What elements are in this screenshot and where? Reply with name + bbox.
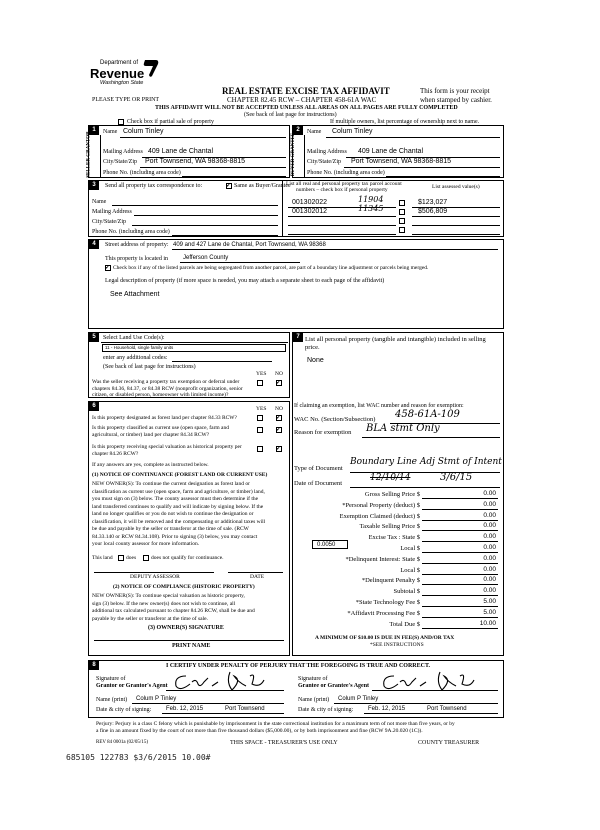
please-type-label: PLEASE TYPE OR PRINT bbox=[92, 97, 160, 103]
form-warning: THIS AFFIDAVIT WILL NOT BE ACCEPTED UNLESS ALL AREAS ON ALL PAGES ARE FULLY COMPLETED bbox=[155, 105, 458, 111]
gross-selling-price-label: Gross Selling Price $ bbox=[364, 491, 420, 498]
corr-mailing-label: Mailing Address bbox=[92, 209, 132, 215]
seller-name[interactable]: Colum Tinley bbox=[123, 128, 164, 135]
revision-code: REV 84 0001a (02/05/15) bbox=[96, 740, 148, 745]
section-4-property bbox=[88, 239, 504, 329]
forest-no-checkbox[interactable]: ✓ bbox=[276, 415, 282, 421]
segregated-label: Check box if any of the listed parcels are being segregated from another parcel, are part of a boundary line adjustment or parcels being merged. bbox=[113, 265, 429, 271]
delinquent-interest-state-value[interactable]: 0.00 bbox=[483, 554, 496, 562]
logo-wa-state: Washington State bbox=[100, 80, 144, 86]
buyer-city-label: City/State/Zip bbox=[307, 159, 341, 165]
grantor-sig-label-1: Signature of bbox=[96, 676, 126, 682]
section-3-number: 3 bbox=[89, 181, 99, 190]
exemption-no-checkbox[interactable]: ✓ bbox=[276, 380, 282, 386]
grantee-name[interactable]: Colum P Tinley bbox=[338, 696, 379, 702]
segregated-checkbox[interactable]: ✓ bbox=[105, 265, 111, 271]
land-use-select[interactable] bbox=[102, 344, 286, 352]
minimum-fee-note: A MINIMUM OF $10.00 IS DUE IN FEE(S) AND/OR TAX bbox=[315, 635, 455, 641]
land-use-see-back: (See back of last page for instructions) bbox=[103, 364, 196, 370]
doc-date-label: Date of Document bbox=[294, 480, 343, 487]
reason-label: Reason for exemption bbox=[294, 429, 352, 436]
exemption-claim-label: If claiming an exemption, list WAC number and reason for exemption: bbox=[294, 403, 464, 409]
delinquent-penalty-label: *Delinquent Penalty $ bbox=[361, 577, 420, 585]
current-use-question: Is this property classified as current use (open space, farm and agricultural, or timber) land per chapter 84.34 RCW? bbox=[92, 425, 229, 438]
parcel-number[interactable]: 001302012 bbox=[292, 208, 328, 215]
exemption-claimed-value[interactable]: 0.00 bbox=[483, 511, 496, 519]
grantee-sig-label-2: Grantee or Grantee's Agent bbox=[298, 683, 370, 689]
buyer-mailing[interactable]: 409 Lane de Chantal bbox=[358, 148, 423, 155]
grantee-name-label: Name (print) bbox=[298, 697, 330, 703]
same-as-buyer-checkbox[interactable]: ✓ bbox=[226, 183, 232, 189]
exemption-question: Was the seller receiving a property tax exemption or deferral under chapters 84.36, 84.37, or 84.38 RCW (nonprofit organization, senior citizen, or disabled person, homeowner with limited income)? bbox=[92, 379, 243, 399]
parcel-number[interactable]: 001302022 bbox=[292, 199, 328, 206]
located-label: This property is located in bbox=[105, 256, 168, 262]
seller-mailing[interactable]: 409 Lane de Chantal bbox=[148, 148, 213, 155]
if-yes-instructions: If any answers are yes, complete as instructed below. bbox=[92, 462, 209, 468]
affidavit-processing-fee-value[interactable]: 5.00 bbox=[483, 608, 496, 616]
current-use-no-checkbox[interactable]: ✓ bbox=[276, 427, 282, 433]
land-use-value: 11 - Household, single family units bbox=[105, 345, 174, 350]
receipt-note-1: This form is your receipt bbox=[420, 87, 490, 95]
taxable-selling-price-value[interactable]: 0.00 bbox=[483, 522, 496, 530]
located-county[interactable]: Jefferson County bbox=[183, 255, 229, 261]
buyer-phone-label: Phone No. (including area code) bbox=[307, 170, 385, 176]
parcel-header-2: numbers – check box if personal property bbox=[296, 187, 388, 193]
grantor-name-label: Name (print) bbox=[96, 697, 128, 703]
logo-dept-of: Department of bbox=[100, 60, 139, 66]
gross-selling-price-value[interactable]: 0.00 bbox=[483, 490, 496, 497]
logo-swoosh-icon bbox=[142, 58, 160, 78]
local-rate-box[interactable] bbox=[312, 540, 348, 549]
dor-logo bbox=[90, 60, 162, 94]
reason-value[interactable]: BLA stmt Only bbox=[366, 423, 440, 434]
total-due-value[interactable]: 10.00 bbox=[479, 619, 496, 627]
doc-date-struck: 12/10/14 bbox=[370, 473, 411, 483]
excise-tax-state-label: Excise Tax : State $ bbox=[368, 534, 420, 542]
parcel-hand-note: 11345 bbox=[358, 204, 384, 213]
state-technology-fee-label: *State Technology Fee $ bbox=[355, 599, 420, 606]
delinquent-interest-local-label: Local $ bbox=[400, 566, 420, 574]
deputy-assessor-label: DEPUTY ASSESSOR bbox=[130, 574, 180, 580]
multiple-owners-note: If multiple owners, list percentage of ownership next to name. bbox=[330, 119, 480, 125]
historic-no-checkbox[interactable]: ✓ bbox=[276, 446, 282, 452]
s5-yes-header: YES bbox=[256, 371, 267, 377]
logo-revenue: Revenue bbox=[90, 66, 145, 81]
additional-codes-label: enter any additional codes: bbox=[103, 355, 168, 361]
exemption-claimed-label: Exemption Claimed (deduct) $ bbox=[339, 512, 420, 520]
section-7-number: 7 bbox=[293, 333, 303, 342]
treasurer-stamp: 685105 122783 $3/6/2015 10.00# bbox=[66, 753, 211, 762]
delinquent-interest-local-value[interactable]: 0.00 bbox=[483, 565, 496, 573]
parcel-personal-checkbox[interactable] bbox=[399, 209, 405, 215]
forest-question: Is this property designated as forest land per chapter 84.33 RCW? bbox=[92, 415, 237, 421]
this-land-label: This land bbox=[92, 555, 113, 561]
does-not-label: does not qualify for continuance. bbox=[151, 555, 224, 561]
corr-phone-label: Phone No. (including area code) bbox=[92, 229, 170, 235]
see-back-instructions: (See back of last page for instructions) bbox=[244, 112, 337, 118]
grantee-date-label: Date & city of signing: bbox=[298, 707, 354, 713]
section-2-number: 2 bbox=[293, 126, 303, 135]
taxable-selling-price-label: Taxable Selling Price $ bbox=[359, 523, 420, 531]
owner-signature-label: (3) OWNER(S) SIGNATURE bbox=[148, 625, 224, 631]
assessed-header: List assessed value(s) bbox=[432, 184, 480, 190]
perjury-notice-1: Perjury: Perjury is a class C felony which is punishable by imprisonment in the state correctional institution for a maximum term of not more than five years, or by bbox=[96, 721, 455, 727]
seller-side-label: SELLER GRANTOR bbox=[86, 131, 92, 178]
historic-yes-checkbox[interactable] bbox=[257, 446, 263, 452]
forest-yes-checkbox[interactable] bbox=[257, 415, 263, 421]
street-address-label: Street address of property: bbox=[105, 242, 169, 248]
notice-continuance-body: NEW OWNER(S): To continue the current designation as forest land or classification as current use (open space, farm and agriculture, or timber) land, you must sign on (3) below. The county assessor must then determine if the land transferred continues to qualify and will indicate by signing below. If the land no longer qualifies or you do not wish to continue the designation or classification, it will be removed and the compensating or additional taxes will be due and payable by the seller or transferor at the time of sale. (RCW 84.33.140 or RCW 84.34.108). Prior to signing (3) below, you may contact your local county assessor for more information. bbox=[92, 481, 266, 547]
personal-property-label: List all personal property (tangible and intangible) included in selling price. bbox=[305, 336, 486, 352]
parcel-personal-checkbox[interactable] bbox=[399, 227, 405, 233]
partial-sale-label: Check box if partial sale of property bbox=[127, 119, 214, 125]
state-technology-fee-value[interactable]: 5.00 bbox=[483, 598, 496, 605]
notice-continuance-title: (1) NOTICE OF CONTINUANCE (FOREST LAND OR CURRENT USE) bbox=[92, 472, 268, 478]
s5-no-header: NO bbox=[275, 371, 283, 377]
wac-value[interactable]: 458-61A-109 bbox=[395, 409, 460, 420]
grantor-name[interactable]: Colum P Tinley bbox=[136, 696, 177, 702]
buyer-city[interactable]: Port Townsend, WA 98368-8815 bbox=[351, 158, 452, 165]
form-chapter: CHAPTER 82.45 RCW – CHAPTER 458-61A WAC bbox=[227, 96, 377, 104]
corr-city-label: City/State/Zip bbox=[92, 219, 126, 225]
personal-property-deduct-value[interactable]: 0.00 bbox=[483, 500, 496, 508]
grantor-city[interactable]: Port Townsend bbox=[225, 706, 265, 712]
section-4-number: 4 bbox=[89, 240, 99, 249]
assessed-value[interactable]: $123,027 bbox=[418, 199, 448, 206]
historic-question: Is this property receiving special valuation as historical property per chapter 84.26 RCW? bbox=[92, 444, 242, 457]
s6-yes-header: YES bbox=[256, 406, 267, 412]
corr-name-label: Name bbox=[92, 199, 107, 205]
excise-tax-local-value[interactable]: 0.00 bbox=[483, 544, 496, 551]
s6-no-header: NO bbox=[275, 406, 283, 412]
parcel-header-1: List all real and personal property tax parcel account bbox=[286, 181, 402, 187]
form-title: REAL ESTATE EXCISE TAX AFFIDAVIT bbox=[222, 86, 390, 96]
legal-description[interactable]: See Attachment bbox=[110, 291, 160, 298]
buyer-name-label: Name bbox=[307, 129, 322, 135]
excise-tax-local-label: Local $ bbox=[400, 545, 420, 552]
assessed-value[interactable]: $506,809 bbox=[418, 208, 448, 215]
see-instructions-note: *SEE INSTRUCTIONS bbox=[370, 642, 424, 648]
subtotal-label: Subtotal $ bbox=[393, 588, 420, 596]
buyer-side-label: BUYER GRANTEE bbox=[291, 132, 297, 177]
receipt-note-2: when stamped by cashier. bbox=[420, 96, 492, 104]
seller-name-label: Name bbox=[103, 129, 118, 135]
parcel-hand-note: 11904 bbox=[358, 195, 384, 204]
delinquent-penalty-value[interactable]: 0.00 bbox=[483, 576, 496, 584]
parcel-personal-checkbox[interactable] bbox=[399, 218, 405, 224]
affidavit-processing-fee-label: *Affidavit Processing Fee $ bbox=[347, 609, 420, 617]
subtotal-value[interactable]: 0.00 bbox=[483, 587, 496, 595]
print-name-label: PRINT NAME bbox=[172, 643, 211, 649]
current-use-yes-checkbox[interactable] bbox=[257, 427, 263, 433]
doc-date-value[interactable]: 3/6/15 bbox=[440, 472, 473, 483]
send-correspondence-label: Send all property tax correspondence to: bbox=[105, 183, 203, 189]
seller-phone-label: Phone No. (including area code) bbox=[103, 170, 181, 176]
grantee-date[interactable]: Feb. 12, 2015 bbox=[368, 706, 406, 712]
legal-description-label: Legal description of property (if more space is needed, you may attach a separate sheet to each page of the affidavit) bbox=[105, 278, 385, 284]
wac-label: WAC No. (Section/Subsection) bbox=[294, 416, 376, 423]
land-use-label: Select Land Use Code(s): bbox=[103, 335, 165, 341]
doc-type-label: Type of Document bbox=[294, 465, 343, 472]
county-treasurer-label: COUNTY TREASURER bbox=[418, 740, 480, 746]
delinquent-interest-state-label: *Delinquent Interest: State $ bbox=[345, 555, 420, 563]
does-qualify-checkbox[interactable] bbox=[118, 555, 124, 561]
buyer-name[interactable]: Colum Tinley bbox=[332, 128, 373, 135]
assessor-date-label: DATE bbox=[250, 574, 265, 580]
section-5-number: 5 bbox=[89, 333, 99, 342]
buyer-mailing-label: Mailing Address bbox=[307, 149, 347, 155]
total-due-label: Total Due $ bbox=[389, 620, 420, 628]
exemption-yes-checkbox[interactable] bbox=[257, 380, 263, 386]
local-rate: 0.0050 bbox=[317, 542, 336, 548]
parcel-personal-checkbox[interactable] bbox=[399, 200, 405, 206]
grantor-date[interactable]: Feb. 12, 2015 bbox=[166, 706, 204, 712]
section-8-number: 8 bbox=[89, 661, 99, 670]
excise-tax-state-value[interactable]: 0.00 bbox=[483, 533, 496, 541]
certify-statement: I CERTIFY UNDER PENALTY OF PERJURY THAT THE FOREGOING IS TRUE AND CORRECT. bbox=[166, 663, 431, 669]
same-as-buyer-label: Same as Buyer/Grantee bbox=[234, 183, 291, 189]
personal-property-value[interactable]: None bbox=[307, 357, 324, 364]
section-6-number: 6 bbox=[89, 402, 99, 411]
grantor-sig-label-2: Grantor or Grantor's Agent bbox=[96, 683, 168, 689]
grantee-city[interactable]: Port Townsend bbox=[427, 706, 467, 712]
seller-mailing-label: Mailing Address bbox=[103, 149, 143, 155]
treasurer-use-label: THIS SPACE - TREASURER'S USE ONLY bbox=[230, 740, 338, 746]
doc-type-value[interactable]: Boundary Line Adj Stmt of Intent bbox=[350, 457, 502, 467]
does-not-qualify-checkbox[interactable] bbox=[143, 555, 149, 561]
notice-compliance-title: (2) NOTICE OF COMPLIANCE (HISTORIC PROPERTY) bbox=[113, 584, 255, 590]
section-1-number: 1 bbox=[89, 126, 99, 135]
perjury-notice-2: a fine in an amount fixed by the court of not more than five thousand dollars ($5,000.00), or by both imprisonment and fine (RCW 9A.20.020 (1C)). bbox=[96, 728, 423, 734]
street-address[interactable]: 409 and 427 Lane de Chantal, Port Townsend, WA 98368 bbox=[173, 242, 326, 248]
personal-property-deduct-label: *Personal Property (deduct) $ bbox=[342, 501, 420, 509]
does-label: does bbox=[126, 555, 137, 561]
notice-compliance-body: NEW OWNER(S): To continue special valuation as historic property, sign (3) below. If the new owner(s) does not wish to continue, all additional tax calculated pursuant to chapter 84.26 RCW, shall be due and payable by the seller or transferor at the time of sale. bbox=[92, 593, 255, 622]
grantee-sig-label-1: Signature of bbox=[298, 676, 328, 682]
seller-city[interactable]: Port Townsend, WA 98368-8815 bbox=[145, 158, 246, 165]
grantor-date-label: Date & city of signing: bbox=[96, 707, 152, 713]
seller-city-label: City/State/Zip bbox=[103, 159, 137, 165]
